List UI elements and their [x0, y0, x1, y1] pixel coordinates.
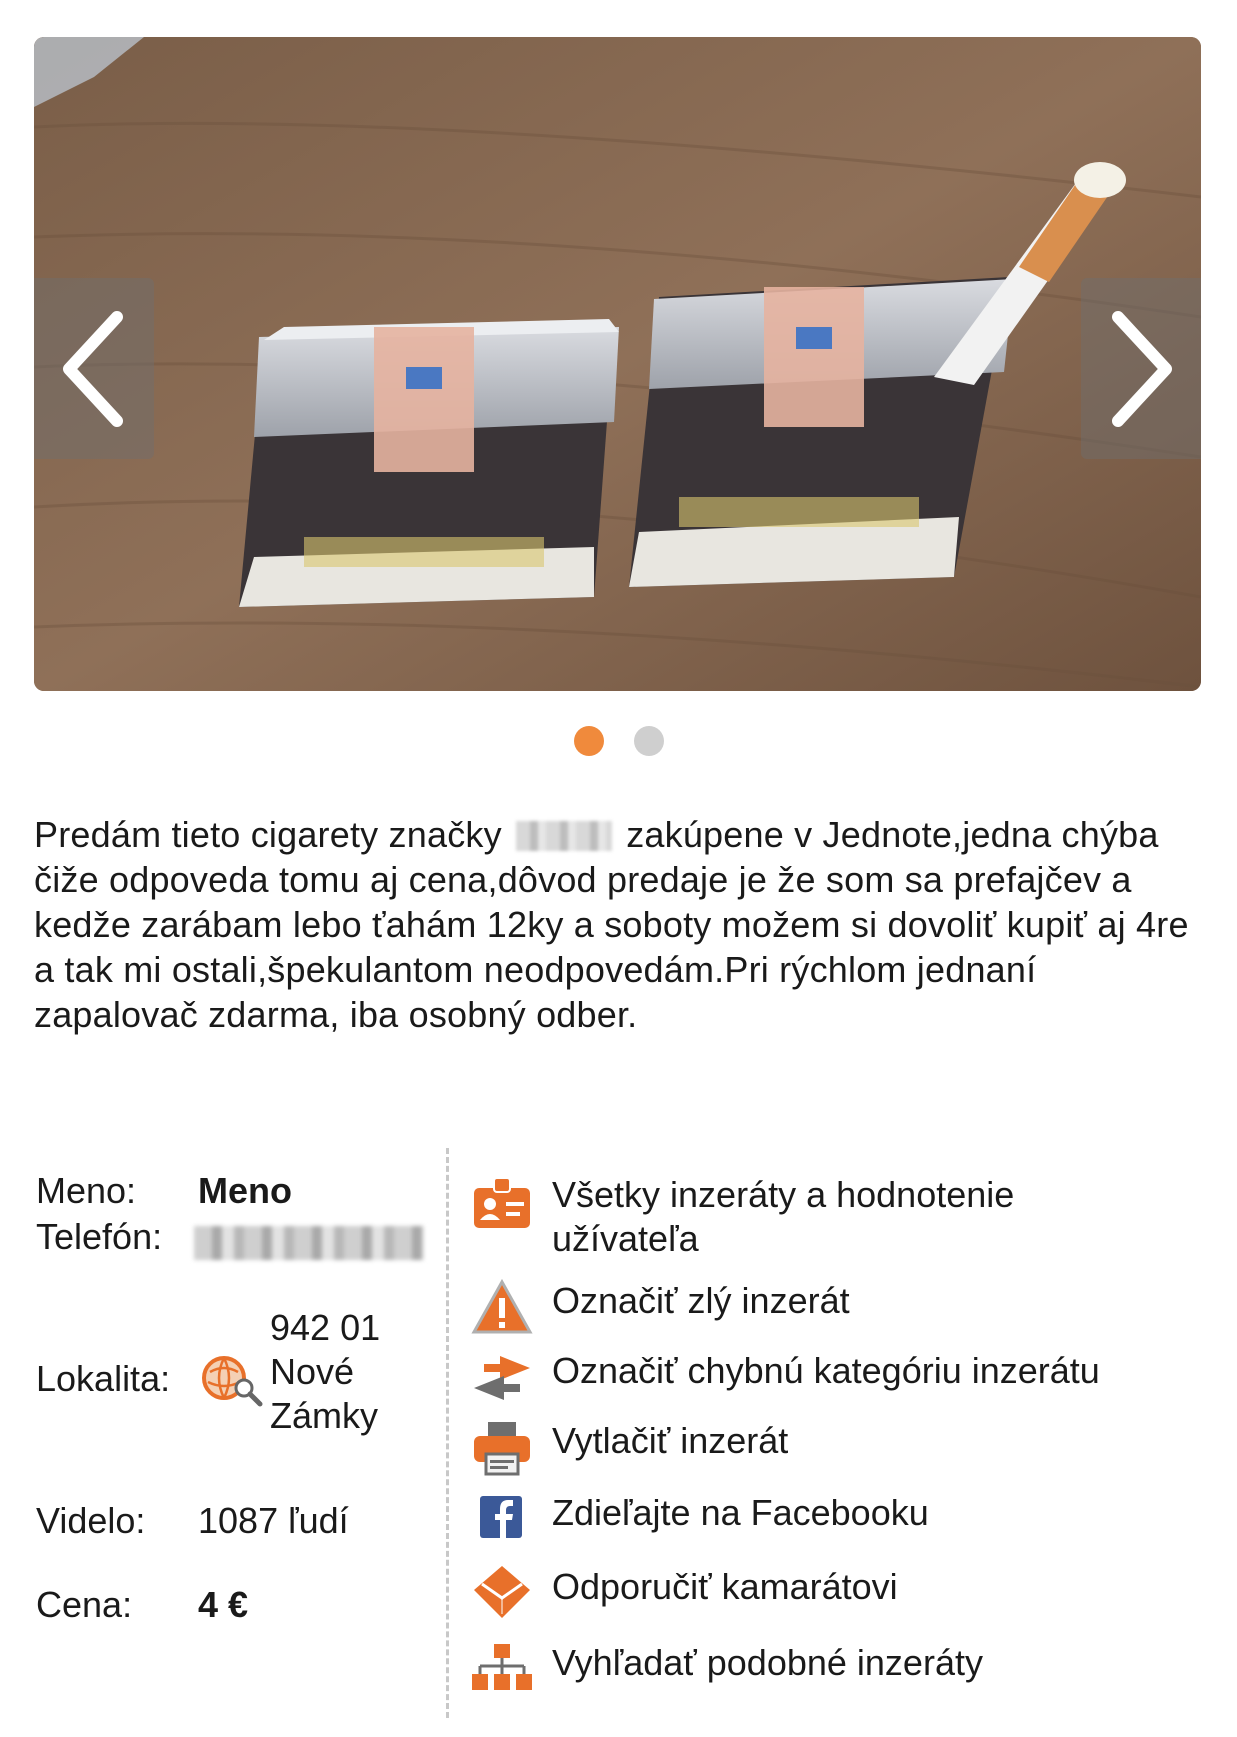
envelope-icon — [470, 1564, 534, 1624]
phone-value-blurred[interactable] — [194, 1226, 424, 1260]
share-facebook-label: Zdieľajte na Facebooku — [552, 1492, 929, 1533]
recommend-friend-link[interactable] — [470, 1564, 1210, 1620]
gallery-dot-2[interactable] — [634, 726, 664, 756]
name-label: Meno: — [36, 1170, 137, 1211]
report-category-link[interactable] — [470, 1348, 1210, 1404]
all-ads-label-line1: Všetky inzeráty a hodnotenie — [552, 1174, 1015, 1215]
price-value: 4 € — [198, 1584, 249, 1625]
price-label: Cena: — [36, 1584, 133, 1625]
map-search-icon[interactable] — [200, 1352, 264, 1408]
views-value: 1087 ľudí — [198, 1500, 349, 1541]
info-divider — [446, 1148, 449, 1718]
chevron-right-icon — [1106, 309, 1176, 429]
gallery-prev-button[interactable] — [34, 278, 154, 459]
report-bad-ad-link[interactable] — [470, 1278, 1210, 1334]
listing-description — [34, 812, 1204, 1037]
warning-icon — [470, 1278, 534, 1338]
views-label: Videlo: — [36, 1500, 146, 1541]
blurred-brand — [516, 821, 612, 851]
all-ads-label-line2: užívateľa — [552, 1218, 699, 1259]
swap-arrows-icon — [470, 1348, 534, 1408]
report-category-label: Označiť chybnú kategóriu inzerátu — [552, 1350, 1100, 1391]
location-label: Lokalita: — [36, 1358, 171, 1399]
gallery-pagination — [0, 726, 1237, 756]
description-text-start: Predám tieto cigarety značky — [34, 814, 502, 855]
location-row — [36, 1306, 436, 1446]
print-ad-link[interactable] — [470, 1418, 1210, 1474]
gallery-next-button[interactable] — [1081, 278, 1201, 459]
all-ads-link[interactable] — [470, 1172, 1210, 1264]
chevron-left-icon — [59, 309, 129, 429]
facebook-icon — [470, 1490, 534, 1550]
report-bad-ad-label: Označiť zlý inzerát — [552, 1280, 850, 1321]
description-text-end: zakúpene v Jednote,jedna chýba čiže odpoveda tomu aj cena,dôvod predaje je že som sa prefajčev a kedže zarábam lebo ťahám 12ky a soboty možem si dovoliť kupiť aj 4re a tak mi ostali,špekulantom neodpovedám.Pri rýchlom jednaní zapalovač zdarma, iba osobný odber. — [34, 814, 1189, 1035]
share-facebook-link[interactable] — [470, 1490, 1210, 1546]
similar-ads-link[interactable] — [470, 1640, 1210, 1696]
phone-label: Telefón: — [36, 1216, 163, 1257]
location-zip: 942 01 — [270, 1307, 381, 1348]
image-gallery[interactable] — [34, 37, 1201, 691]
printer-icon — [470, 1418, 534, 1478]
gallery-dot-1[interactable] — [574, 726, 604, 756]
sitemap-icon — [470, 1640, 534, 1700]
user-card-icon — [470, 1172, 534, 1232]
print-ad-label: Vytlačiť inzerát — [552, 1420, 789, 1461]
phone-row — [36, 1216, 436, 1266]
location-city-line1: Nové — [270, 1351, 355, 1392]
recommend-friend-label: Odporučiť kamarátovi — [552, 1566, 898, 1607]
name-value: Meno — [198, 1170, 292, 1211]
location-city-line2: Zámky — [270, 1395, 378, 1436]
similar-ads-label: Vyhľadať podobné inzeráty — [552, 1642, 983, 1683]
listing-photo — [34, 37, 1201, 691]
